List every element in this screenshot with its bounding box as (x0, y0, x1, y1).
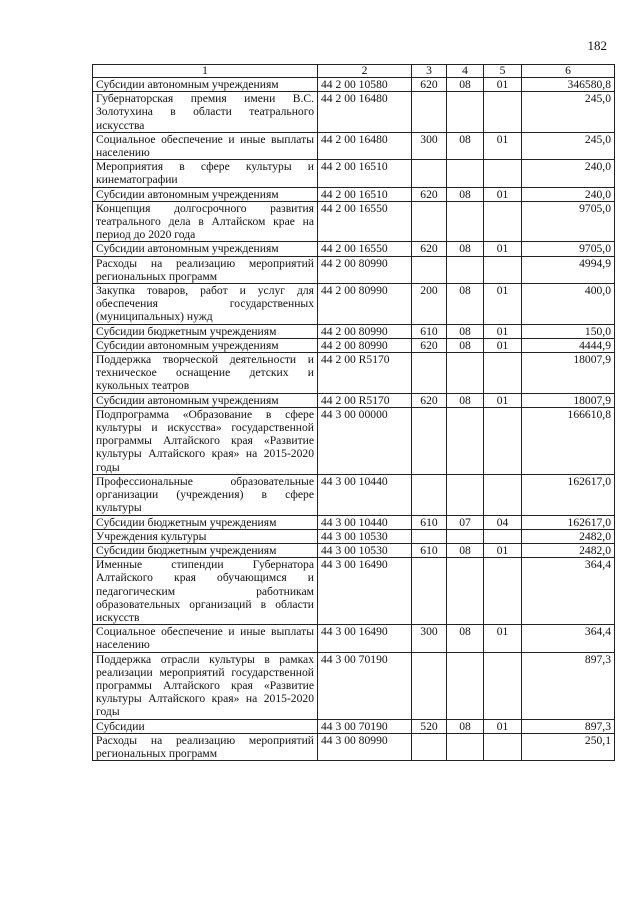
table-row (93, 474, 615, 515)
cell-c3 (412, 733, 447, 760)
cell-code: 44 3 00 10530 (318, 543, 412, 557)
cell-c5: 01 (484, 393, 522, 407)
cell-name: Поддержка творческой деятельности и техническое оснащение детских и кукольных театров (93, 353, 318, 394)
table-row (93, 201, 615, 242)
cell-c5 (484, 529, 522, 543)
cell-name: Концепция долгосрочного развития театрального дела в Алтайском крае на период до 2020 года (93, 201, 318, 242)
cell-c5: 01 (484, 719, 522, 733)
cell-c3 (412, 407, 447, 474)
table-row (93, 187, 615, 201)
cell-c3: 300 (412, 625, 447, 652)
cell-c4: 08 (447, 338, 484, 352)
cell-code: 44 3 00 10440 (318, 474, 412, 515)
cell-c4 (447, 160, 484, 187)
cell-c5 (484, 733, 522, 760)
cell-c4 (447, 652, 484, 719)
table-row (93, 652, 615, 719)
table-row (93, 515, 615, 529)
cell-c4 (447, 529, 484, 543)
cell-code: 44 3 00 80990 (318, 733, 412, 760)
cell-code: 44 3 00 16490 (318, 558, 412, 625)
cell-c5 (484, 353, 522, 394)
table-row (93, 558, 615, 625)
cell-amount: 245,0 (522, 132, 615, 159)
cell-c5: 01 (484, 625, 522, 652)
cell-name: Субсидии бюджетным учреждениям (93, 543, 318, 557)
table-row (93, 284, 615, 325)
cell-name: Субсидии (93, 719, 318, 733)
cell-amount: 162617,0 (522, 515, 615, 529)
cell-code: 44 2 00 80990 (318, 338, 412, 352)
table-row (93, 719, 615, 733)
cell-c5 (484, 92, 522, 133)
cell-c4: 08 (447, 719, 484, 733)
cell-amount: 400,0 (522, 284, 615, 325)
cell-code: 44 2 00 16510 (318, 187, 412, 201)
cell-c5 (484, 201, 522, 242)
cell-amount: 245,0 (522, 92, 615, 133)
cell-c5 (484, 256, 522, 283)
cell-code: 44 2 00 R5170 (318, 353, 412, 394)
cell-c3 (412, 529, 447, 543)
cell-c4 (447, 201, 484, 242)
table-row (93, 543, 615, 557)
table-row (93, 160, 615, 187)
cell-name: Подпрограмма «Образование в сфере культуры и искусства» государственной программы Алтайского края «Развитие культуры Алтайского края» на 2015-2020 годы (93, 407, 318, 474)
column-header: 5 (484, 65, 522, 78)
table-row (93, 324, 615, 338)
table-row (93, 393, 615, 407)
table-row (93, 338, 615, 352)
cell-c3 (412, 353, 447, 394)
cell-c3: 620 (412, 242, 447, 256)
table-row (93, 92, 615, 133)
cell-code: 44 2 00 R5170 (318, 393, 412, 407)
cell-code: 44 2 00 16510 (318, 160, 412, 187)
cell-code: 44 3 00 10440 (318, 515, 412, 529)
cell-c5: 01 (484, 324, 522, 338)
cell-c3: 620 (412, 393, 447, 407)
cell-c3: 610 (412, 543, 447, 557)
cell-c4 (447, 407, 484, 474)
table-row (93, 256, 615, 283)
cell-amount: 18007,9 (522, 393, 615, 407)
page-number: 182 (587, 38, 607, 53)
cell-amount: 2482,0 (522, 529, 615, 543)
table-row (93, 407, 615, 474)
column-header: 6 (522, 65, 615, 78)
cell-name: Субсидии бюджетным учреждениям (93, 324, 318, 338)
cell-code: 44 2 00 80990 (318, 256, 412, 283)
cell-c3 (412, 256, 447, 283)
cell-code: 44 2 00 16550 (318, 242, 412, 256)
cell-amount: 9705,0 (522, 201, 615, 242)
cell-amount: 2482,0 (522, 543, 615, 557)
cell-c5 (484, 652, 522, 719)
table-header-row (93, 65, 615, 78)
cell-amount: 4994,9 (522, 256, 615, 283)
cell-c4: 08 (447, 625, 484, 652)
cell-name: Социальное обеспечение и иные выплаты населению (93, 625, 318, 652)
cell-c5: 01 (484, 338, 522, 352)
cell-name: Мероприятия в сфере культуры и кинематографии (93, 160, 318, 187)
cell-name: Губернаторская премия имени В.С. Золотухина в области театрального искусства (93, 92, 318, 133)
cell-code: 44 2 00 16550 (318, 201, 412, 242)
cell-name: Расходы на реализацию мероприятий региональных программ (93, 256, 318, 283)
cell-name: Закупка товаров, работ и услуг для обеспечения государственных (муниципальных) нужд (93, 284, 318, 325)
cell-c4 (447, 558, 484, 625)
cell-c3: 300 (412, 132, 447, 159)
cell-c3 (412, 558, 447, 625)
cell-c5 (484, 407, 522, 474)
cell-amount: 18007,9 (522, 353, 615, 394)
cell-amount: 166610,8 (522, 407, 615, 474)
cell-c3: 620 (412, 187, 447, 201)
cell-c5: 04 (484, 515, 522, 529)
cell-c5: 01 (484, 543, 522, 557)
cell-c5 (484, 558, 522, 625)
column-header: 3 (412, 65, 447, 78)
budget-table (92, 64, 615, 761)
cell-c4 (447, 92, 484, 133)
cell-c4 (447, 733, 484, 760)
cell-c4: 08 (447, 393, 484, 407)
cell-amount: 897,3 (522, 652, 615, 719)
cell-c4 (447, 474, 484, 515)
cell-c4: 08 (447, 242, 484, 256)
cell-amount: 240,0 (522, 187, 615, 201)
cell-amount: 364,4 (522, 625, 615, 652)
cell-c3 (412, 92, 447, 133)
cell-c3: 620 (412, 78, 447, 92)
cell-c4: 08 (447, 187, 484, 201)
cell-name: Социальное обеспечение и иные выплаты населению (93, 132, 318, 159)
cell-c3 (412, 474, 447, 515)
cell-c4: 08 (447, 78, 484, 92)
cell-code: 44 3 00 00000 (318, 407, 412, 474)
cell-amount: 150,0 (522, 324, 615, 338)
cell-amount: 250,1 (522, 733, 615, 760)
cell-name: Субсидии автономным учреждениям (93, 187, 318, 201)
cell-amount: 897,3 (522, 719, 615, 733)
cell-c4: 08 (447, 284, 484, 325)
cell-code: 44 3 00 70190 (318, 719, 412, 733)
column-header: 4 (447, 65, 484, 78)
cell-amount: 346580,8 (522, 78, 615, 92)
column-header: 1 (93, 65, 318, 78)
cell-code: 44 2 00 16480 (318, 132, 412, 159)
table-row (93, 353, 615, 394)
cell-name: Учреждения культуры (93, 529, 318, 543)
cell-c3 (412, 201, 447, 242)
cell-code: 44 2 00 80990 (318, 284, 412, 325)
cell-c4: 08 (447, 132, 484, 159)
cell-c4 (447, 353, 484, 394)
cell-c5: 01 (484, 242, 522, 256)
cell-c3: 610 (412, 515, 447, 529)
cell-c5 (484, 474, 522, 515)
cell-name: Профессиональные образовательные организации (учреждения) в сфере культуры (93, 474, 318, 515)
cell-c5: 01 (484, 187, 522, 201)
cell-amount: 240,0 (522, 160, 615, 187)
cell-c5: 01 (484, 132, 522, 159)
cell-amount: 364,4 (522, 558, 615, 625)
cell-name: Субсидии автономным учреждениям (93, 393, 318, 407)
table-body (93, 78, 615, 761)
cell-c3: 200 (412, 284, 447, 325)
cell-c3: 610 (412, 324, 447, 338)
cell-name: Поддержка отрасли культуры в рамках реализации мероприятий государственной программы Алтайского края «Развитие культуры Алтайского края» на 2015-2020 годы (93, 652, 318, 719)
table-row (93, 625, 615, 652)
cell-amount: 4444,9 (522, 338, 615, 352)
cell-c5 (484, 160, 522, 187)
table-row (93, 733, 615, 760)
cell-c3: 520 (412, 719, 447, 733)
cell-name: Расходы на реализацию мероприятий региональных программ (93, 733, 318, 760)
table-row (93, 78, 615, 92)
table-row (93, 529, 615, 543)
cell-c3: 620 (412, 338, 447, 352)
cell-c3 (412, 160, 447, 187)
cell-c5: 01 (484, 78, 522, 92)
cell-c4 (447, 256, 484, 283)
cell-c3 (412, 652, 447, 719)
cell-code: 44 3 00 10530 (318, 529, 412, 543)
cell-code: 44 2 00 80990 (318, 324, 412, 338)
cell-c4: 07 (447, 515, 484, 529)
cell-name: Субсидии автономным учреждениям (93, 242, 318, 256)
cell-name: Именные стипендии Губернатора Алтайского края обучающимся и педагогическим работникам образовательных организаций в области искусств (93, 558, 318, 625)
cell-name: Субсидии бюджетным учреждениям (93, 515, 318, 529)
cell-code: 44 2 00 10580 (318, 78, 412, 92)
cell-code: 44 3 00 16490 (318, 625, 412, 652)
column-header: 2 (318, 65, 412, 78)
cell-amount: 9705,0 (522, 242, 615, 256)
cell-code: 44 3 00 70190 (318, 652, 412, 719)
cell-code: 44 2 00 16480 (318, 92, 412, 133)
table-row (93, 242, 615, 256)
cell-c4: 08 (447, 324, 484, 338)
cell-c4: 08 (447, 543, 484, 557)
cell-name: Субсидии автономным учреждениям (93, 338, 318, 352)
cell-name: Субсидии автономным учреждениям (93, 78, 318, 92)
table-row (93, 132, 615, 159)
cell-amount: 162617,0 (522, 474, 615, 515)
cell-c5: 01 (484, 284, 522, 325)
